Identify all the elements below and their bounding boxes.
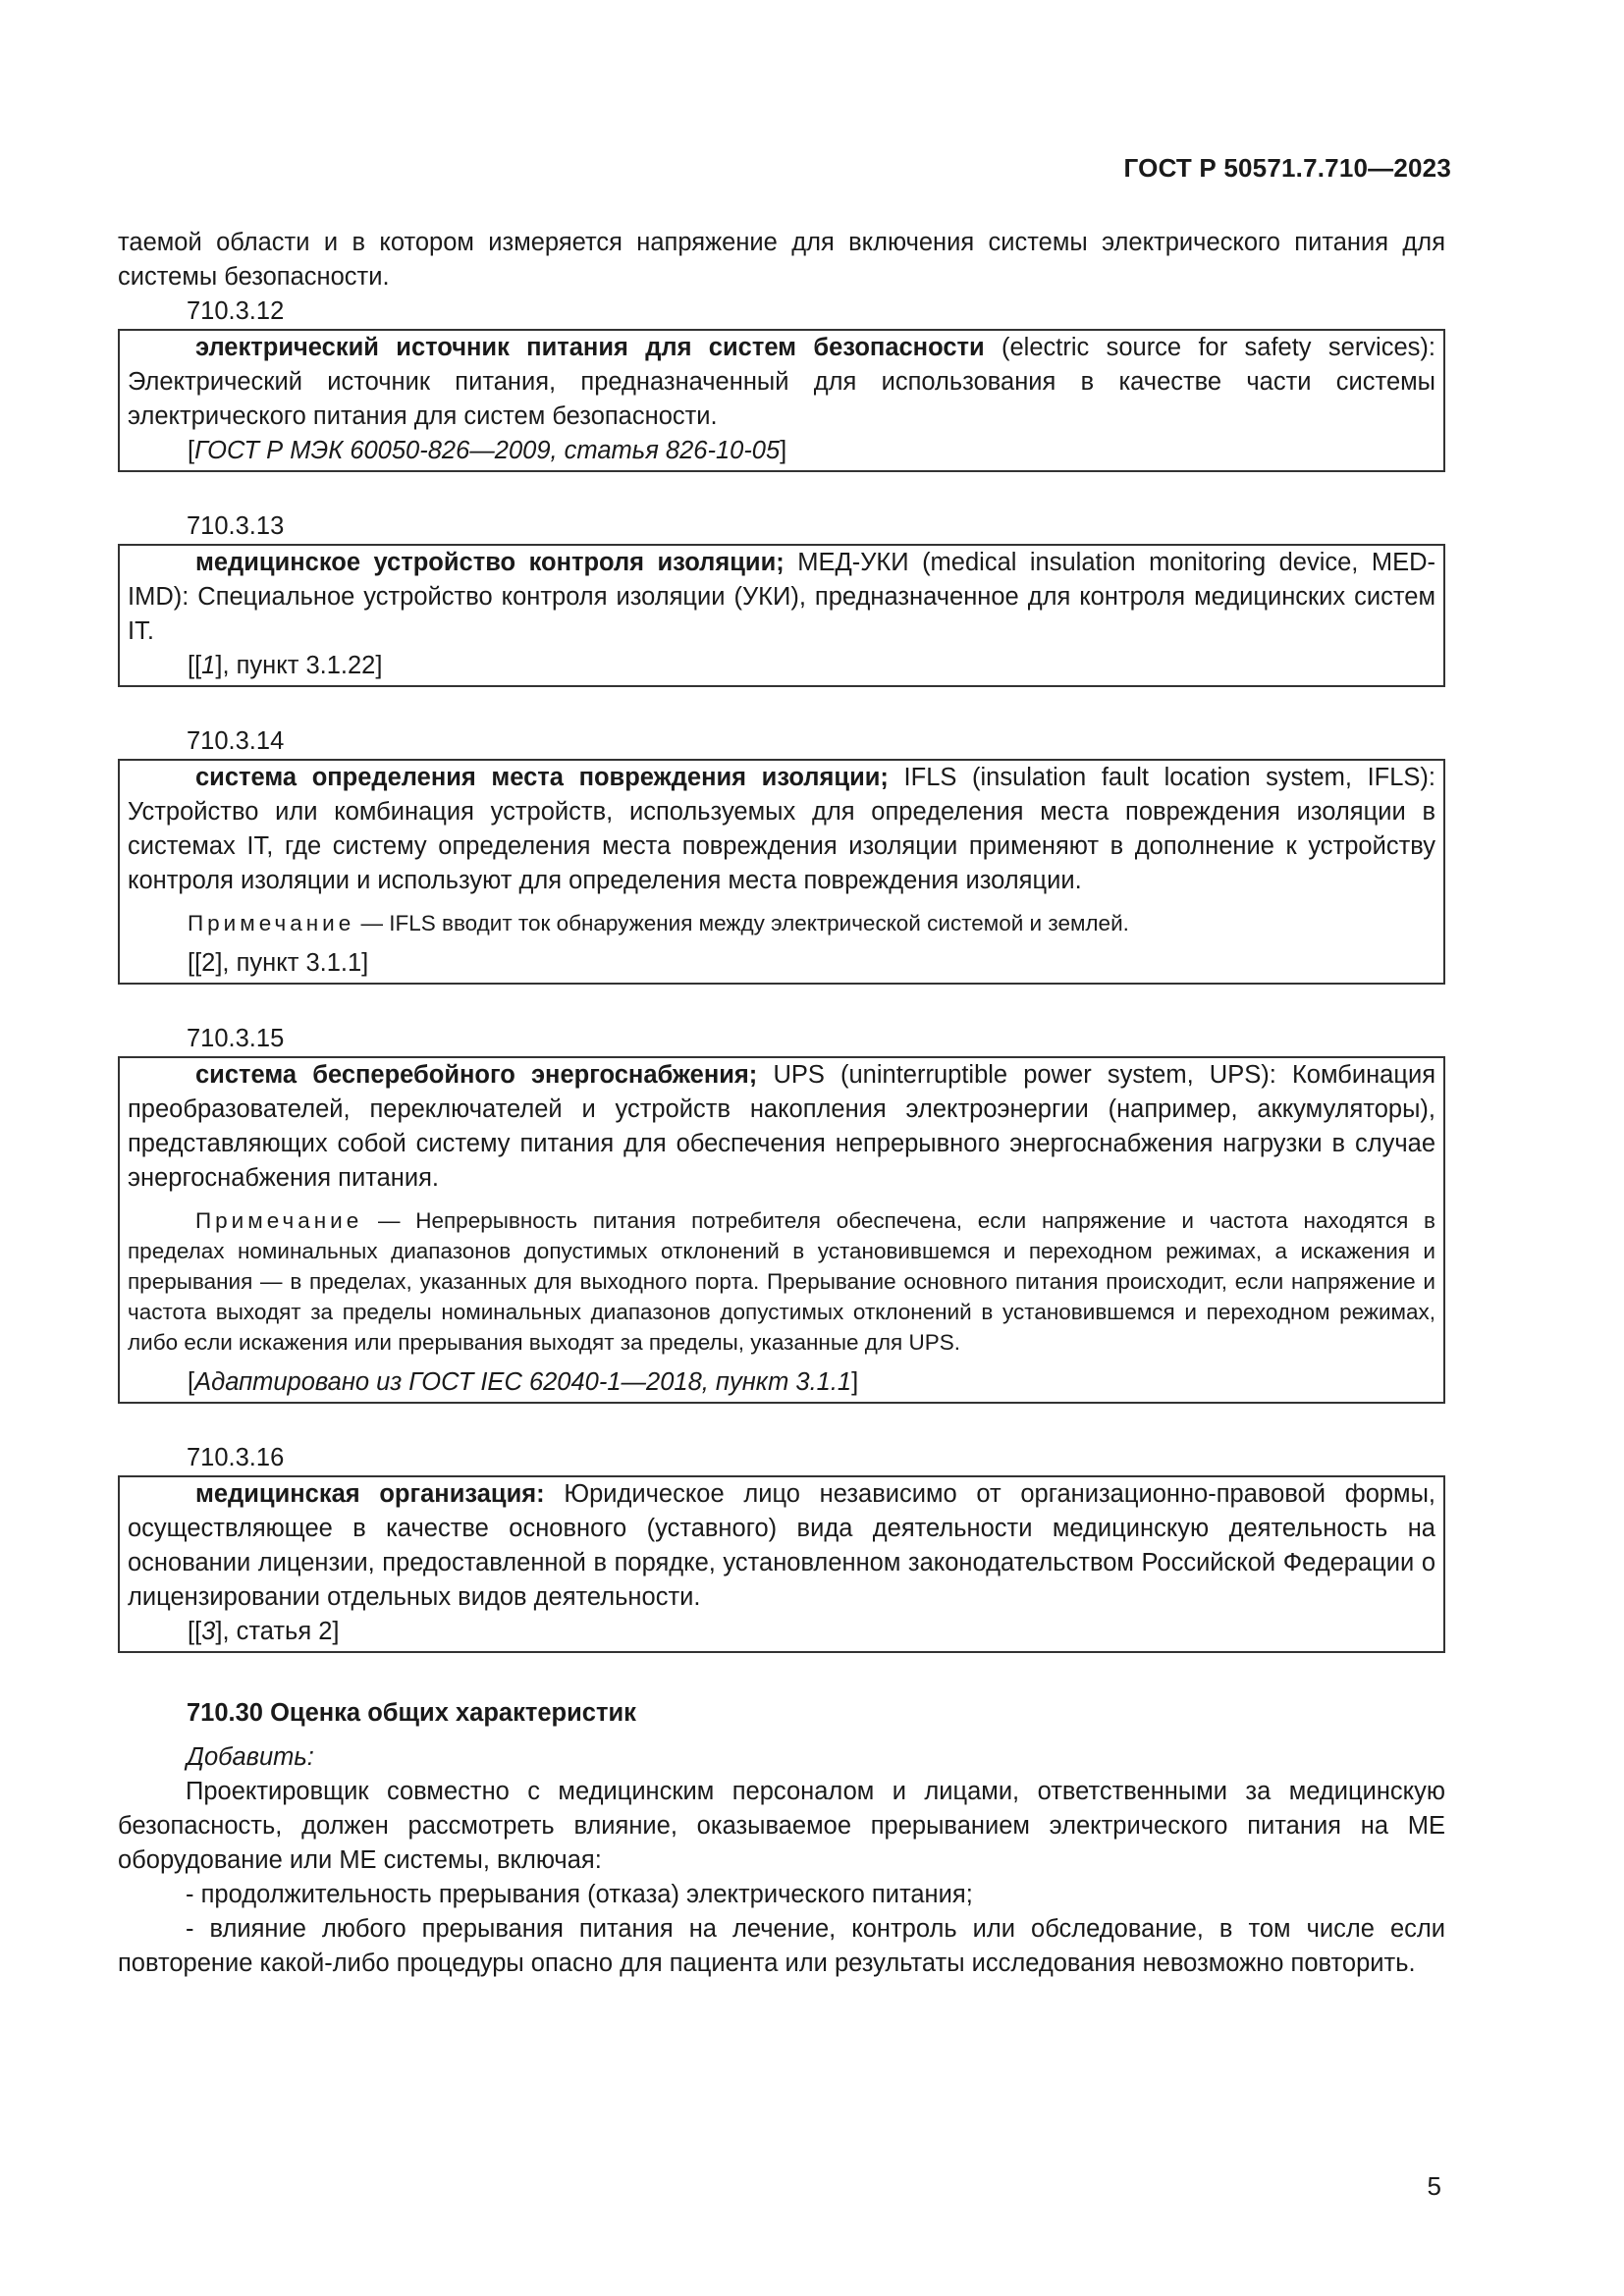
term-definition bbox=[128, 1058, 1435, 1196]
section-paragraph: Проектировщик совместно с медицинским персоналом и лицами, ответственными за медицинскую безопасность, должен рассмотреть влияние, оказываемое прерыванием электрического питания на МЕ оборудование или МЕ системы, включая: bbox=[118, 1778, 1445, 1874]
entry-number: 710.3.14 bbox=[187, 727, 285, 755]
term-source: [[1], пункт 3.1.22] bbox=[188, 652, 383, 679]
term-name: медицинское устройство контроля изоляции; bbox=[195, 549, 785, 576]
definition-text: Юридическое лицо независимо от организационно-правовой формы, осуществляющее в качестве основного (уставного) вида деятельности медицинскую деятельность на основании лицензии, предоставленной в порядке, установленном законодательством Российской Федерации о лицензировании отдельных видов деятельности. bbox=[128, 1480, 1436, 1611]
page-number: 5 bbox=[1427, 2171, 1441, 2201]
note-text: — IFLS вводит ток обнаружения между электрической системой и землей. bbox=[354, 911, 1129, 935]
document-body bbox=[118, 226, 1445, 1981]
entry-number: 710.3.12 bbox=[187, 297, 285, 325]
term-name: медицинская организация: bbox=[195, 1480, 545, 1508]
entry-number: 710.3.16 bbox=[187, 1444, 285, 1471]
definition-text: UPS (uninterruptible power system, UPS): Комбинация преобразователей, переключателей и устройств накопления электроэнергии (например, аккумуляторы), представляющих собой систему питания для обеспечения непрерывного энергоснабжения нагрузки в случае энергоснабжения питания. bbox=[128, 1061, 1435, 1192]
term-source: [Адаптировано из ГОСТ IEC 62040-1—2018, пункт 3.1.1] bbox=[188, 1368, 859, 1396]
note-text: — Непрерывность питания потребителя обеспечена, если напряжение и частота находятся в пределах номинальных диапазонов допустимых отклонений в установившемся и переходном режимах, а искажения и прерывания — в пределах, указанных для выходного порта. Прерывание основного питания происходит, если напряжение и частота выходят за пределы номинальных диапазонов допустимых отклонений в установившемся и переходном режимах, либо если искажения или прерывания выходят за пределы, указанные для UPS. bbox=[128, 1208, 1435, 1355]
term-note bbox=[188, 908, 1435, 938]
term-box bbox=[118, 1475, 1445, 1653]
definition-text: IFLS (insulation fault location system, IFLS): Устройство или комбинация устройств, используемых для определения места повреждения изоляции в системах IT, где систему определения места повреждения изоляции применяют в дополнение к устройству контроля изоляции и используют для определения места повреждения изоляции. bbox=[128, 764, 1435, 894]
note-label: Примечание bbox=[195, 1208, 363, 1233]
term-definition bbox=[128, 331, 1435, 434]
document-page bbox=[118, 0, 1451, 2296]
term-box bbox=[118, 1056, 1445, 1404]
term-definition bbox=[128, 546, 1435, 649]
list-item: - влияние любого прерывания питания на лечение, контроль или обследование, в том числе если повторение какой-либо процедуры опасно для пациента или результаты исследования невозможно повторить. bbox=[118, 1915, 1445, 1977]
term-box bbox=[118, 544, 1445, 687]
term-definition bbox=[128, 761, 1435, 898]
list-item: - продолжительность прерывания (отказа) электрического питания; bbox=[186, 1881, 973, 1908]
term-name: система бесперебойного энергоснабжения; bbox=[195, 1061, 758, 1089]
note-label: Примечание bbox=[188, 911, 355, 935]
term-source: [[3], статья 2] bbox=[188, 1618, 340, 1645]
term-box bbox=[118, 329, 1445, 472]
term-source: [ГОСТ Р МЭК 60050-826—2009, статья 826-10-05] bbox=[188, 437, 787, 464]
definition-text: МЕД-УКИ (medical insulation monitoring device, MED-IMD): Специальное устройство контроля изоляции (УКИ), предназначенное для контроля медицинских систем IT. bbox=[128, 549, 1435, 645]
add-label: Добавить: bbox=[187, 1743, 314, 1771]
term-name: система определения места повреждения изоляции; bbox=[195, 764, 889, 791]
term-name: электрический источник питания для систем безопасности bbox=[195, 334, 985, 361]
term-note bbox=[128, 1205, 1435, 1358]
term-source: [[2], пункт 3.1.1] bbox=[188, 949, 369, 977]
entry-number: 710.3.15 bbox=[187, 1025, 285, 1052]
definition-text: (electric source for safety services): Электрический источник питания, предназначенный для использования в качестве части системы электрического питания для систем безопасности. bbox=[128, 334, 1435, 430]
document-header: ГОСТ Р 50571.7.710—2023 bbox=[1123, 153, 1451, 183]
intro-paragraph: таемой области и в котором измеряется напряжение для включения системы электрического питания для системы безопасности. bbox=[118, 229, 1445, 291]
term-definition bbox=[128, 1477, 1435, 1615]
entry-number: 710.3.13 bbox=[187, 512, 285, 540]
term-box bbox=[118, 759, 1445, 985]
section-title: 710.30 Оценка общих характеристик bbox=[187, 1699, 636, 1727]
